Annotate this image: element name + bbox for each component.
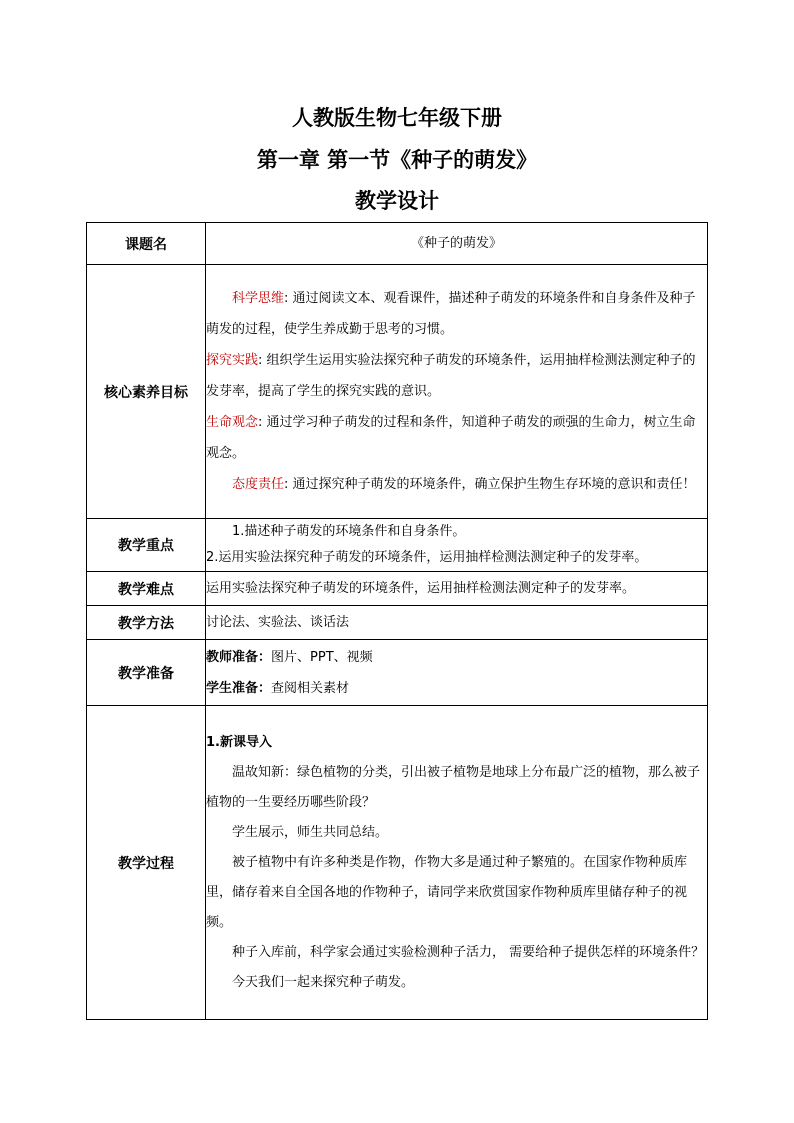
process-paragraph: 学生展示，师生共同总结。 (232, 824, 389, 840)
literacy-text: 通过学习种子萌发的过程和条件，知道种子萌发的顽强的生命力，树立生命观念。 (206, 415, 696, 461)
value-prep (206, 640, 708, 706)
label-process: 教学过程 (87, 706, 206, 1020)
prep-student (206, 673, 707, 704)
literacy-item (206, 345, 707, 407)
row-literacy (87, 265, 708, 519)
row-process (87, 706, 708, 1020)
row-topic (87, 223, 708, 265)
value-topic: 《种子的萌发》 (206, 223, 708, 265)
literacy-item (206, 283, 707, 345)
label-key-points: 教学重点 (87, 519, 206, 572)
row-method (87, 606, 708, 640)
literacy-key: 科学思维 (232, 291, 285, 306)
literacy-sep: : (284, 291, 289, 306)
prep-student-value: 查阅相关素材 (271, 680, 350, 696)
literacy-sep: : (258, 415, 263, 430)
process-paragraph: 被子植物中有许多种类是作物，作物大多是通过种子繁殖的。在国家作物种质库里，储存着来自全国各地的作物种子，请同学来欣赏国家作物种质库里储存种子的视频。 (206, 854, 688, 930)
key-point-item: 1.描述种子萌发的环境条件和自身条件。 (232, 524, 466, 539)
key-point-item: 2.运用实验法探究种子萌发的环境条件，运用抽样检测法测定种子的发芽率。 (206, 550, 648, 565)
literacy-item (206, 469, 707, 500)
doc-title-line1: 人教版生物七年级下册 (292, 106, 502, 130)
prep-teacher-label: 教师准备： (206, 649, 272, 665)
label-literacy: 核心素养目标 (87, 265, 206, 519)
literacy-key: 生命观念 (206, 415, 259, 430)
row-key-points (87, 519, 708, 572)
row-prep (87, 640, 708, 706)
process-paragraph: 温故知新：绿色植物的分类，引出被子植物是地球上分布最广泛的植物，那么被子植物的一生要经历哪些阶段？ (206, 764, 701, 810)
process-paragraph: 种子入库前，科学家会通过实验检测种子活力， 需要给种子提供怎样的环境条件？ (232, 944, 705, 960)
literacy-sep: : (258, 353, 263, 368)
literacy-item (206, 407, 707, 469)
prep-teacher (206, 642, 707, 673)
prep-teacher-value: 图片、PPT、视频 (271, 649, 373, 665)
doc-title-line2: 第一章 第一节《种子的萌发》 (256, 148, 538, 172)
value-process (206, 706, 708, 1020)
value-method: 讨论法、实验法、谈话法 (206, 606, 708, 640)
literacy-key: 态度责任 (232, 477, 285, 492)
value-literacy (206, 265, 708, 519)
literacy-sep: : (284, 477, 289, 492)
prep-student-label: 学生准备： (206, 680, 272, 696)
literacy-text: 通过探究种子萌发的环境条件，确立保护生物生存环境的意识和责任！ (292, 477, 696, 492)
literacy-text: 组织学生运用实验法探究种子萌发的环境条件，运用抽样检测法测定种子的发芽率，提高了学生的探究实践的意识。 (206, 353, 696, 399)
label-prep: 教学准备 (87, 640, 206, 706)
literacy-text: 通过阅读文本、观看课件，描述种子萌发的环境条件和自身条件及种子萌发的过程，使学生养成勤于思考的习惯。 (206, 291, 696, 337)
label-topic: 课题名 (87, 223, 206, 265)
doc-title-line3: 教学设计 (355, 189, 439, 213)
row-difficulty (87, 572, 708, 606)
process-heading: 1.新课导入 (206, 734, 272, 750)
label-difficulty: 教学难点 (87, 572, 206, 606)
process-paragraph: 今天我们一起来探究种子萌发。 (232, 974, 415, 990)
label-method: 教学方法 (87, 606, 206, 640)
literacy-key: 探究实践 (206, 353, 259, 368)
value-difficulty: 运用实验法探究种子萌发的环境条件，运用抽样检测法测定种子的发芽率。 (206, 572, 708, 606)
lesson-plan-table (86, 222, 708, 1020)
value-key-points (206, 519, 708, 572)
